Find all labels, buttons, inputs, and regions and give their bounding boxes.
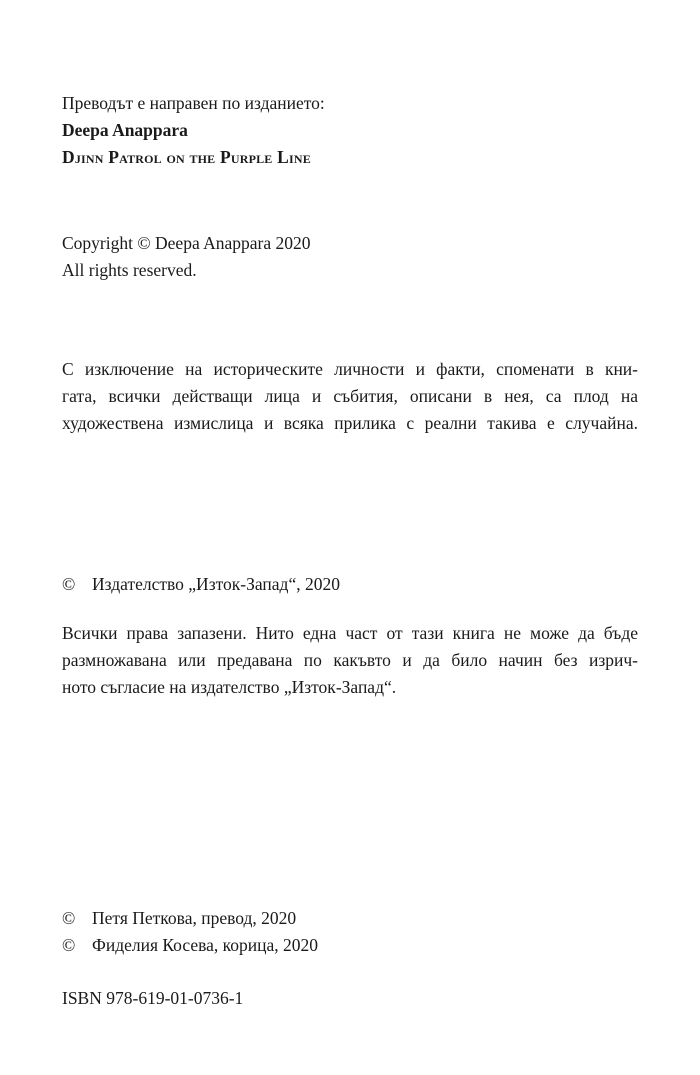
rights-line: размножавана или предавана по какъвто и да било начин без изрич- xyxy=(62,650,638,670)
cover-credit xyxy=(62,932,638,959)
copyright-symbol: © xyxy=(62,574,76,594)
translator-credit xyxy=(62,905,638,932)
original-copyright-block xyxy=(62,230,638,284)
original-title: Djinn Patrol on the Purple Line xyxy=(62,147,311,167)
publisher-copyright-text: Издателство „Изток-Запад“, 2020 xyxy=(92,574,340,594)
disclaimer-line: С изключение на историческите личности и факти, споменати в кни- xyxy=(62,359,638,379)
rights-notice xyxy=(62,620,638,701)
cover-credit-text: Фиделия Косева, корица, 2020 xyxy=(92,935,319,955)
original-copyright-line: Copyright © Deepa Anappara 2020 xyxy=(62,233,311,253)
translation-source-block xyxy=(62,90,638,171)
copyright-symbol: © xyxy=(62,908,76,928)
disclaimer-line: художествена измислица и всяка прилика с реални такива е случайна. xyxy=(62,413,638,433)
disclaimer-line: гата, всички действащи лица и събития, описани в нея, са плод на xyxy=(62,386,638,406)
publisher-copyright xyxy=(62,571,638,598)
publisher-copyright-line xyxy=(62,571,638,598)
rights-line: Всички права запазени. Нито една част от тази книга не може да бъде xyxy=(62,623,638,643)
original-author: Deepa Anappara xyxy=(62,120,188,140)
credits-block xyxy=(62,905,638,959)
isbn-block xyxy=(62,985,638,1012)
translator-credit-text: Петя Петкова, превод, 2020 xyxy=(92,908,297,928)
isbn-number: ISBN 978-619-01-0736-1 xyxy=(62,988,244,1008)
rights-line: ното съгласие на издателство „Изток-Запад“. xyxy=(62,677,397,697)
fiction-disclaimer xyxy=(62,356,638,437)
translation-intro: Преводът е направен по изданието: xyxy=(62,93,325,113)
copyright-symbol: © xyxy=(62,935,76,955)
rights-reserved-line: All rights reserved. xyxy=(62,260,197,280)
